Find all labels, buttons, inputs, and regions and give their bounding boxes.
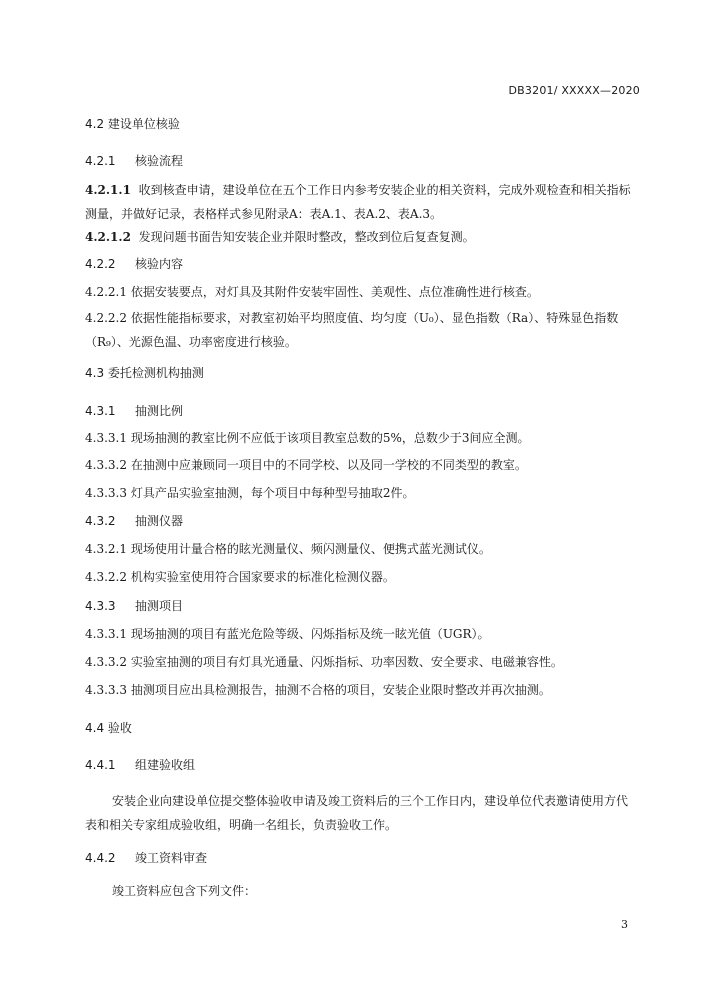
para-4-4-2: 竣工资料应包含下列文件： (112, 884, 257, 898)
doc-header-id: DB3201/ XXXXX—2020 (508, 84, 640, 97)
para-4-3-1-2: 4.3.3.2 在抽测中应兼顾同一项目中的不同学校、以及同一学校的不同类型的教室。 (85, 458, 527, 472)
section-4-3-1: 4.3.1 抽测比例 (85, 404, 184, 418)
section-4-3-3: 4.3.3 抽测项目 (85, 599, 184, 613)
section-4-2: 4.2 建设单位核验 (85, 117, 180, 131)
para-4-3-3-3: 4.3.3.3 抽测项目应出具检测报告，抽测不合格的项目，安装企业限时整改并再次抽测。 (85, 683, 551, 697)
para-4-3-1-1: 4.3.3.1 现场抽测的教室比例不应低于该项目教室总数的5%，总数少于3间应全测。 (85, 431, 530, 445)
para-4-3-3-2: 4.3.3.2 实验室抽测的项目有灯具光通量、闪烁指标、功率因数、安全要求、电磁兼容性。 (85, 655, 563, 669)
section-4-4-1: 4.4.1 组建验收组 (85, 758, 196, 772)
para-4-3-2-2: 4.3.2.2 机构实验室使用符合国家要求的标准化检测仪器。 (85, 570, 395, 584)
section-4-2-1: 4.2.1 核验流程 (85, 154, 184, 168)
para-4-2-1-1: 4.2.1.1 收到核查申请，建设单位在五个工作日内参考安装企业的相关资料，完成外观检查和相关指标测量，并做好记录，表格样式参见附录A：表A.1、表A.2、表A.3。 (85, 183, 631, 221)
para-4-2-1-2: 4.2.1.2 发现问题书面告知安装企业并限时整改，整改到位后复查复测。 (85, 230, 475, 244)
para-4-3-1-3: 4.3.3.3 灯具产品实验室抽测，每个项目中每种型号抽取2件。 (85, 486, 415, 500)
section-4-4-2: 4.4.2 竣工资料审查 (85, 851, 208, 865)
para-4-2-2-2: 4.2.2.2 依据性能指标要求，对教室初始平均照度值、均匀度（U₀）、显色指数（Ra）、特殊显色指数（R₉）、光源色温、功率密度进行核验。 (85, 311, 619, 349)
section-4-4: 4.4 验收 (85, 721, 132, 735)
para-4-2-2-1: 4.2.2.1 依据安装要点，对灯具及其附件安装牢固性、美观性、点位准确性进行核查。 (85, 285, 539, 299)
para-4-3-3-1: 4.3.3.1 现场抽测的项目有蓝光危险等级、闪烁指标及统一眩光值（UGR）。 (85, 627, 490, 641)
page-number: 3 (621, 918, 628, 931)
section-4-3-2: 4.3.2 抽测仪器 (85, 514, 184, 528)
para-4-4-1: 安装企业向建设单位提交整体验收申请及竣工资料后的三个工作日内，建设单位代表邀请使用方代表和相关专家组成验收组，明确一名组长，负责验收工作。 (85, 794, 629, 832)
para-4-3-2-1: 4.3.2.1 现场使用计量合格的眩光测量仪、频闪测量仪、便携式蓝光测试仪。 (85, 542, 491, 556)
section-4-3: 4.3 委托检测机构抽测 (85, 366, 204, 380)
section-4-2-2: 4.2.2 核验内容 (85, 257, 184, 271)
